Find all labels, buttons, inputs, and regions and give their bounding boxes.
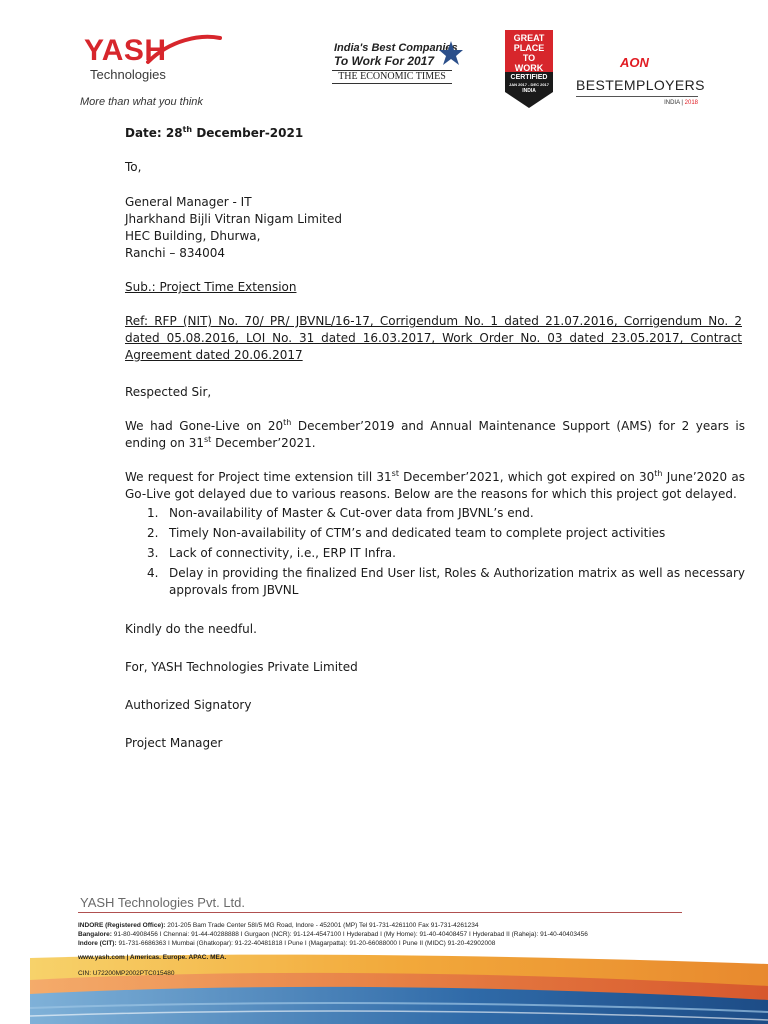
footer-divider [78,912,682,913]
letter-body [125,120,745,752]
para1-sup-a: th [283,418,292,427]
address-line: HEC Building, Dhurwa, [125,229,261,243]
para2-c: June’2020 as Go-Live got delayed due to various reasons. Below are the reasons for which this project got delayed. [125,470,745,501]
great-place-to-work-badge [505,30,553,108]
footer-website[interactable]: www.yash.com | Americas. Europe. APAC. MEA. [78,954,227,961]
aon-country-year: INDIA | 2018 [664,100,698,106]
letter-closing: Kindly do the needful. [125,622,257,636]
list-item [125,525,745,542]
list-item-number: 3. [147,546,159,560]
et-badge-line2: To Work For 2017 [334,54,435,68]
aon-year: 2018 [684,100,698,106]
list-item-text: Delay in providing the finalized End User list, Roles & Authorization matrix as well as necessary approvals from JBVNL [169,566,745,597]
list-item [125,565,745,599]
aon-divider [576,96,698,97]
list-item-number: 2. [147,526,159,540]
aon-country: INDIA [664,100,680,106]
address-line: Ranchi – 834004 [125,246,226,260]
para2-b: December’2021, which got expired on 30 [398,470,655,484]
list-item-text: Lack of connectivity, i.e., ERP IT Infra. [169,546,396,560]
delay-reasons-list [125,505,745,599]
letter-designation: Project Manager [125,736,223,750]
swoosh-icon [140,32,224,70]
list-item-text: Timely Non-availability of CTM’s and dedicated team to complete project activities [169,526,666,540]
para1-c: December’2021. [211,436,316,450]
para1-a: We had Gone-Live on 20 [125,419,284,433]
gptw-title [505,33,553,73]
letter-salutation: Respected Sir, [125,385,212,399]
star-icon [438,40,464,66]
address-line: Jharkhand Bijli Vitran Nigam Limited [125,212,342,226]
letter-reference: Ref: RFP (NIT) No. 70/ PR/ JBVNL/16-17, Corrigendum No. 1 dated 21.07.2016, Corrigendum No. 2 dated 05.08.2016, LOI No. 31 dated 16.03.2017, Work Order No. 03 dated 23.05.2017, Contract Agreement dated 20.06.2017 [125,314,742,362]
et-badge-line3: THE ECONOMIC TIMES [332,70,452,84]
gptw-line-1: GREAT [513,33,545,43]
date-suffix: December-2021 [192,126,304,140]
footer-label: Indore (CIT): [78,940,117,947]
yash-tagline: More than what you think [80,96,203,108]
letter-to: To, [125,160,142,174]
para1-b: December’2019 and Annual Maintenance Support (AMS) for 2 years is ending on 31 [125,419,745,450]
footer-text: 91-80-4908456 I Chennai: 91-44-40288888 I Gurgaon (NCR): 91-124-4547100 I Hyderabad I (My Home): 91-40-40408457 I Hyderabad II (Raheja): 91-40-40403456 [111,931,588,938]
address-line: General Manager - IT [125,195,252,209]
letter-date [125,125,745,142]
gptw-period: JAN 2017 - DEC 2017 [508,82,550,87]
footer-address-line [78,930,758,939]
gptw-country: INDIA [522,88,536,94]
aon-best-employers-logo [576,55,706,115]
yash-logo-name: YASH [84,34,167,67]
yash-logo-sub: Technologies [90,67,166,82]
et-best-companies-badge [330,40,465,90]
footer-address-line [78,921,758,930]
letter-signatory: Authorized Signatory [125,698,252,712]
footer-label: Bangalore: [78,931,112,938]
list-item [125,505,745,522]
paragraph-extension-request [125,469,745,503]
footer-decorative-band [30,950,768,1024]
list-item-number: 4. [147,566,159,580]
gptw-certified-label: CERTIFIED [510,74,548,81]
aon-title: BESTEMPLOYERS [576,77,705,93]
footer-label: INDORE (Registered Office): [78,922,166,929]
footer-text: 201-205 Bam Trade Center 58I/5 MG Road, Indore - 452001 (MP) Tel 91-731-4261100 Fax 91-731-4261234 [165,922,479,929]
footer-cin: CIN: U72200MP2002PTC015480 [78,970,175,977]
date-sup: th [182,125,193,134]
footer-company-name: YASH Technologies Pvt. Ltd. [80,895,246,910]
footer-text: 91-731-6686363 I Mumbai (Ghatkopar): 91-22-40481818 I Pune I (Magarpatta): 91-20-66088000 I Pune II (MIDC) 91-20-42902008 [116,940,496,947]
paragraph-go-live [125,418,745,452]
gptw-line-2: PLACE [513,43,545,53]
et-badge-line1: India's Best Companies [334,42,458,54]
gptw-line-4: WORK [514,63,544,73]
gptw-line-3: TO [522,53,536,63]
aon-brand: AON [620,55,649,70]
para1-sup-b: st [204,435,212,444]
para2-a: We request for Project time extension till 31 [125,470,392,484]
para2-sup-a: st [391,469,399,478]
recipient-address [125,194,745,262]
date-prefix: Date: 28 [125,126,183,140]
list-item-text: Non-availability of Master & Cut-over data from JBVNL’s end. [169,506,534,520]
gptw-certified [505,74,553,95]
letter-for-company: For, YASH Technologies Private Limited [125,660,358,674]
para2-sup-b: th [654,469,663,478]
list-item [125,545,745,562]
footer-address-line [78,939,758,948]
letter-subject: Sub.: Project Time Extension [125,280,297,294]
list-item-number: 1. [147,506,159,520]
